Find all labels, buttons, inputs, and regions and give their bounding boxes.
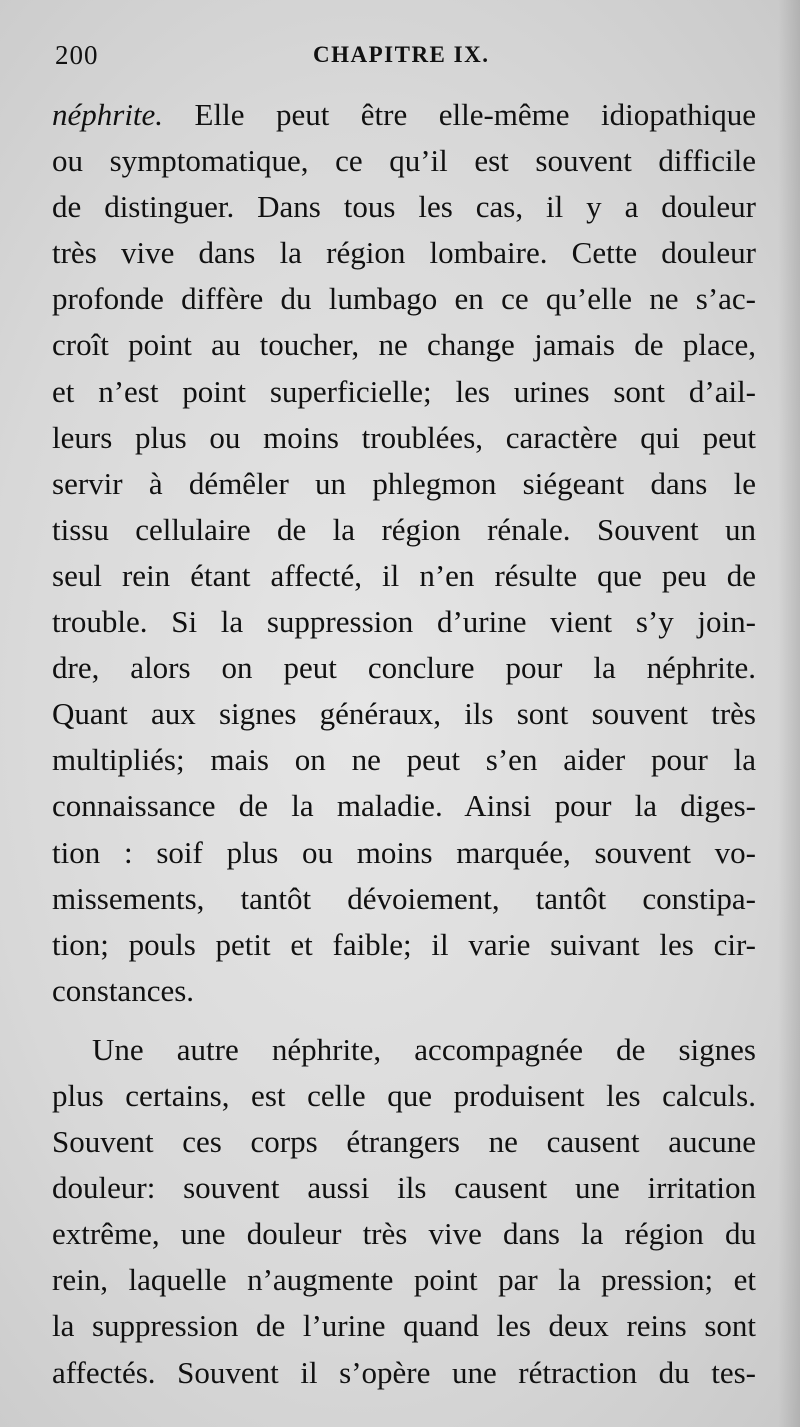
- text-line: profonde diffère du lumbago en ce qu’elle ne s’ac-: [52, 281, 756, 317]
- page-header: [55, 40, 755, 80]
- text-line: ou symptomatique, ce qu’il est souvent difficile: [52, 143, 756, 179]
- text-line: leurs plus ou moins troublées, caractère qui peut: [52, 419, 756, 455]
- text-line: Souvent ces corps étrangers ne causent aucune: [52, 1124, 756, 1160]
- text-line: croît point au toucher, ne change jamais de place,: [52, 327, 756, 363]
- text-line: tion : soif plus ou moins marquée, souvent vo-: [52, 834, 756, 870]
- text-line: servir à démêler un phlegmon siégeant dans le: [52, 465, 756, 501]
- text-line: extrême, une douleur très vive dans la région du: [52, 1216, 756, 1252]
- text-line: de distinguer. Dans tous les cas, il y a douleur: [52, 189, 756, 225]
- text-line: dre, alors on peut conclure pour la néphrite.: [52, 650, 756, 686]
- text-line: très vive dans la région lombaire. Cette douleur: [52, 235, 756, 271]
- text-line: tissu cellulaire de la région rénale. Souvent un: [52, 511, 756, 547]
- text-line: la suppression de l’urine quand les deux reins sont: [52, 1308, 756, 1344]
- text-line: missements, tantôt dévoiement, tantôt constipa-: [52, 880, 756, 916]
- italic-word: néphrite.: [52, 97, 164, 132]
- text-line: néphrite. Elle peut être elle-même idiopathique: [52, 97, 756, 132]
- text-line: douleur: souvent aussi ils causent une irritation: [52, 1170, 756, 1206]
- text-line: multipliés; mais on ne peut s’en aider pour la: [52, 742, 756, 778]
- page-spine-shadow: [778, 0, 800, 1427]
- text-line: Quant aux signes généraux, ils sont souvent très: [52, 696, 756, 732]
- running-head: CHAPITRE IX.: [313, 42, 490, 67]
- text-line: affectés. Souvent il s’opère une rétraction du tes-: [52, 1354, 756, 1390]
- text-line: constances.: [52, 972, 195, 1008]
- paragraph-gap: [52, 1014, 756, 1027]
- paragraph-2: [52, 1027, 756, 1396]
- page-number: 200: [55, 40, 99, 70]
- text-line: tion; pouls petit et faible; il varie suivant les cir-: [52, 926, 756, 962]
- text-line: trouble. Si la suppression d’urine vient s’y join-: [52, 604, 756, 640]
- text-line: Une autre néphrite, accompagnée de signes: [92, 1031, 756, 1067]
- text-line: connaissance de la maladie. Ainsi pour la diges-: [52, 788, 756, 824]
- text-line: rein, laquelle n’augmente point par la pression; et: [52, 1262, 756, 1298]
- text-line: plus certains, est celle que produisent les calculs.: [52, 1077, 756, 1113]
- paragraph-1: [52, 92, 756, 1014]
- body-text: [52, 92, 756, 1396]
- text-line: et n’est point superficielle; les urines sont d’ail-: [52, 373, 756, 409]
- text-line: seul rein étant affecté, il n’en résulte que peu de: [52, 557, 756, 593]
